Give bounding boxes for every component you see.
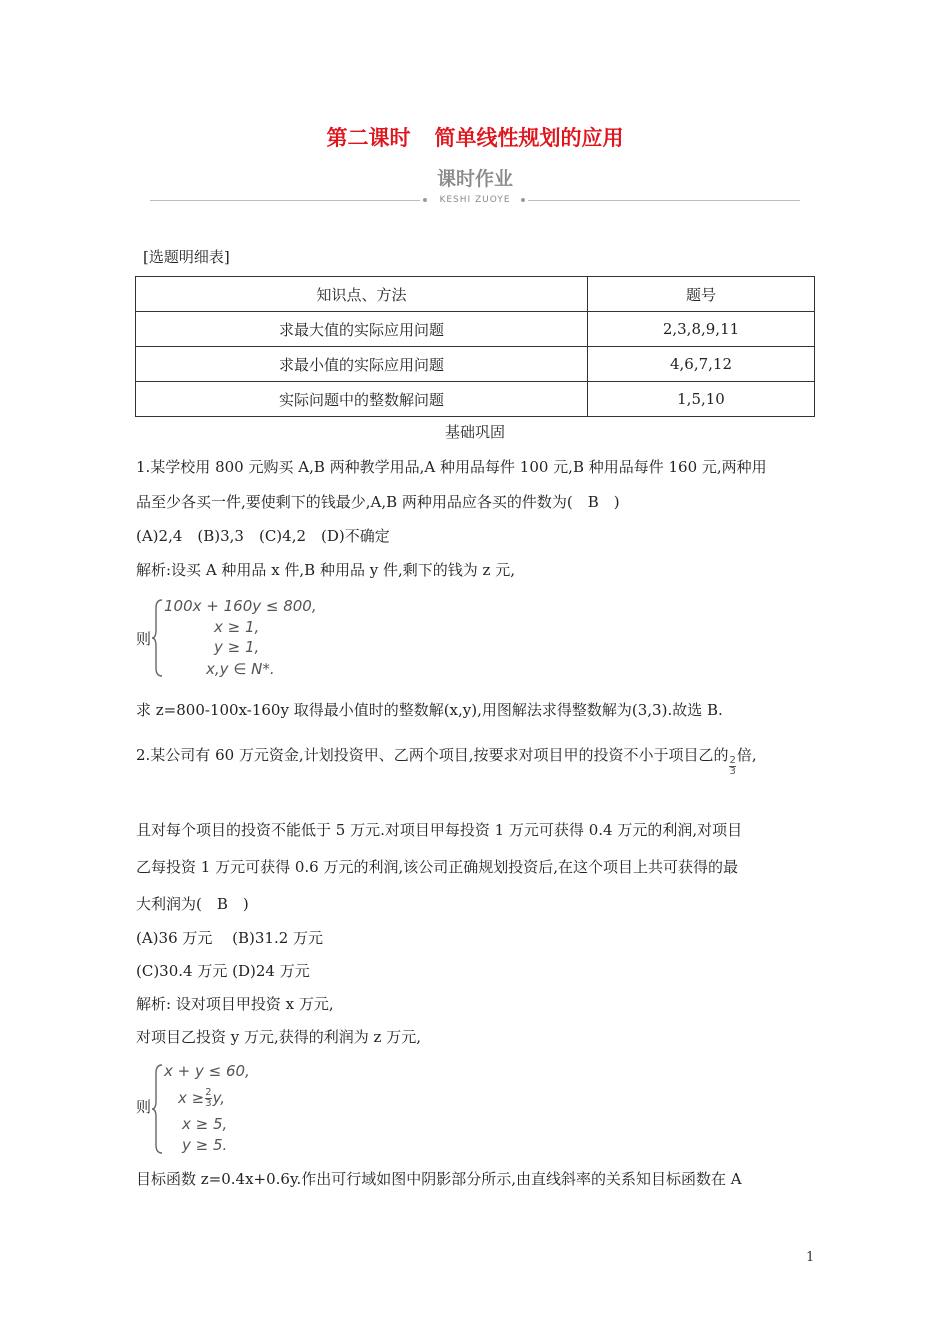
q2-options-1: (A)36 万元 (B)31.2 万元 <box>136 929 324 947</box>
q2-line1 <box>136 745 757 777</box>
divider-right <box>528 200 800 201</box>
q2-options-2: (C)30.4 万元 (D)24 万元 <box>136 962 310 980</box>
q2-constraint-2-post: y, <box>212 1089 226 1107</box>
table-cell-topic: 求最小值的实际应用问题 <box>136 347 588 382</box>
table-header-number: 题号 <box>588 277 815 312</box>
table-cell-numbers: 4,6,7,12 <box>588 347 815 382</box>
title-lesson: 第二课时 <box>326 126 411 150</box>
table-cell-topic: 实际问题中的整数解问题 <box>136 382 588 417</box>
q2-constraint-1: x + y ≤ 60, <box>164 1062 250 1080</box>
q2-line3: 乙每投资 1 万元可获得 0.6 万元的利润,该公司正确规划投资后,在这个项目上共可获得的最 <box>136 858 739 876</box>
q2-ze-label: 则 <box>136 1098 152 1116</box>
q2-constraint-fraction <box>205 1088 211 1109</box>
q2-brace-icon <box>150 1063 164 1155</box>
q1-constraint-1: 100x + 160y ≤ 800, <box>164 597 317 615</box>
selection-table <box>135 276 815 417</box>
page-number: 1 <box>806 1250 815 1265</box>
q2-fraction-num: 2 <box>729 754 736 766</box>
q1-line2: 品至少各买一件,要使剩下的钱最少,A,B 两种用品应各买的件数为( B ) <box>136 493 620 511</box>
q2-line4: 大利润为( B ) <box>136 895 249 913</box>
q2-constraint-2-pre: x ≥ <box>178 1089 205 1107</box>
q1-options: (A)2,4 (B)3,3 (C)4,2 (D)不确定 <box>136 527 390 545</box>
q2-objective: 目标函数 z=0.4x+0.6y.作出可行域如图中阴影部分所示,由直线斜率的关系知目标函数在 A <box>136 1170 742 1188</box>
q2-line1-text: 2.某公司有 60 万元资金,计划投资甲、乙两个项目,按要求对项目甲的投资不小于项目乙的 <box>136 746 729 764</box>
q2-analysis-2: 对项目乙投资 y 万元,获得的利润为 z 万元, <box>136 1028 421 1046</box>
q2-fraction-den: 3 <box>729 765 736 777</box>
table-header-row <box>136 277 815 312</box>
q2-constraint-4: y ≥ 5. <box>182 1136 228 1154</box>
q1-constraint-3: y ≥ 1, <box>214 638 260 656</box>
q2-analysis-1: 解析: 设对项目甲投资 x 万元, <box>136 995 334 1013</box>
title-topic: 简单线性规划的应用 <box>434 126 624 150</box>
page-title <box>0 122 950 152</box>
q1-constraint-4: x,y ∈ N*. <box>206 660 275 678</box>
q2-constraint-3: x ≥ 5, <box>182 1115 228 1133</box>
q2-constraint-fraction-num: 2 <box>205 1087 212 1098</box>
table-row <box>136 347 815 382</box>
q1-constraint-2: x ≥ 1, <box>214 618 260 636</box>
divider-dot-right <box>521 198 525 202</box>
table-row <box>136 382 815 417</box>
table-caption: [选题明细表] <box>143 248 230 266</box>
q1-conclusion: 求 z=800-100x-160y 取得最小值时的整数解(x,y),用图解法求得整数解为(3,3).故选 B. <box>136 701 723 719</box>
q2-constraint-fraction-den: 3 <box>205 1098 212 1109</box>
table-row <box>136 312 815 347</box>
table-cell-numbers: 2,3,8,9,11 <box>588 312 815 347</box>
table-header-topic: 知识点、方法 <box>136 277 588 312</box>
q2-constraint-2 <box>178 1088 225 1109</box>
q2-fraction <box>729 756 735 777</box>
subtitle-pinyin: KESHI ZUOYE <box>439 195 511 205</box>
page-subtitle: 课时作业 <box>436 168 513 190</box>
table-cell-numbers: 1,5,10 <box>588 382 815 417</box>
q1-analysis: 解析:设买 A 种用品 x 件,B 种用品 y 件,剩下的钱为 z 元, <box>136 561 515 579</box>
q1-line1: 1.某学校用 800 元购买 A,B 两种教学用品,A 种用品每件 100 元,B 种用品每件 160 元,两种用 <box>136 458 767 476</box>
section-heading: 基础巩固 <box>444 423 505 441</box>
table-cell-topic: 求最大值的实际应用问题 <box>136 312 588 347</box>
q2-line2: 且对每个项目的投资不能低于 5 万元.对项目甲每投资 1 万元可获得 0.4 万元的利润,对项目 <box>136 821 743 839</box>
q1-brace-icon <box>150 598 164 678</box>
q1-ze-label: 则 <box>136 630 152 648</box>
q2-bei: 倍, <box>736 746 757 764</box>
